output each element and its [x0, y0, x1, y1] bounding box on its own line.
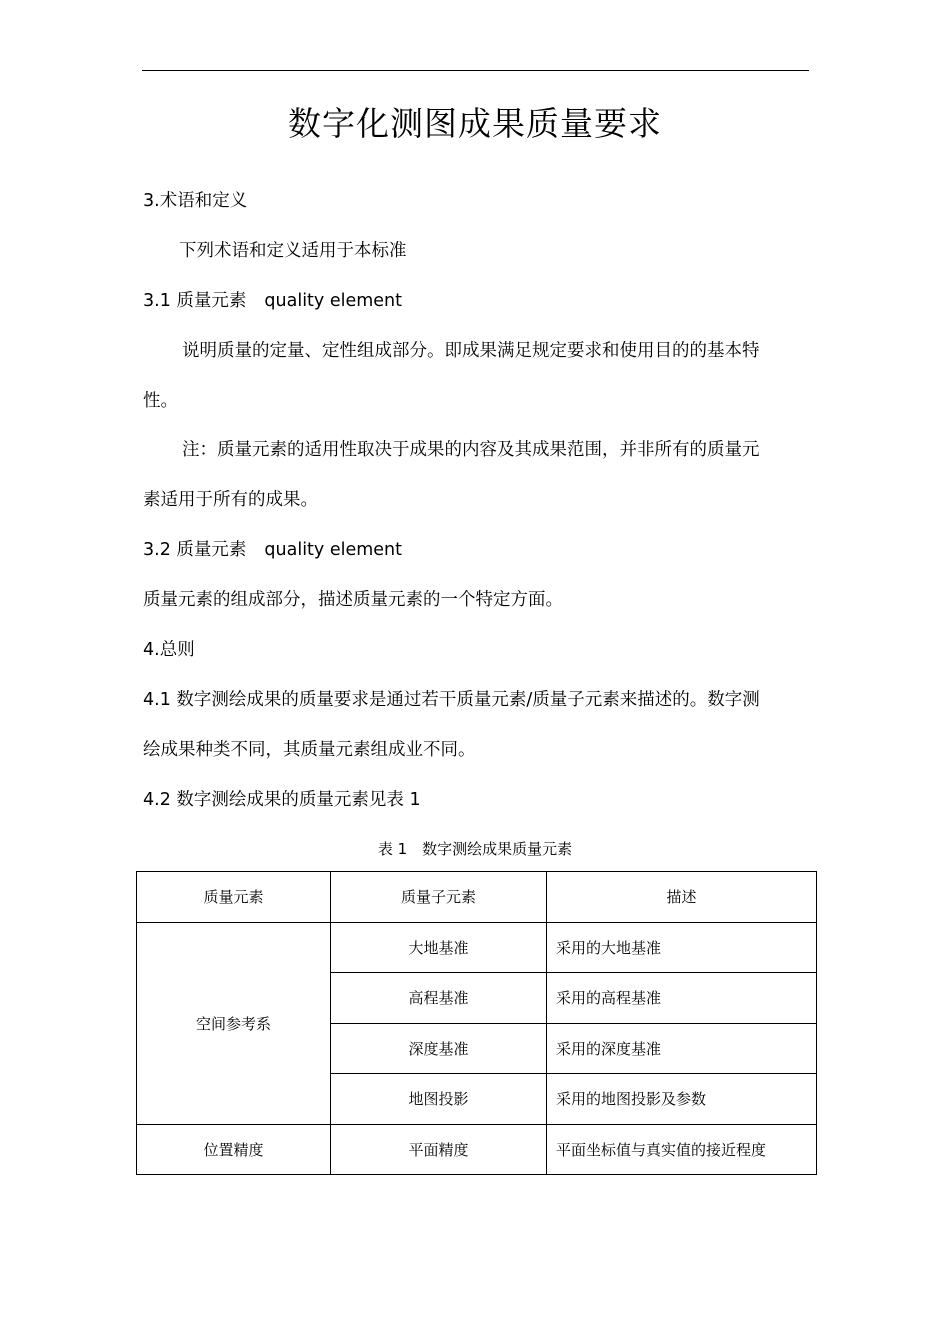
table-row: [137, 922, 817, 973]
quality-elements-table: [136, 871, 817, 1175]
group-spatial-reference: 空间参考系: [137, 922, 331, 1124]
table-row: [137, 1124, 817, 1175]
section-3-heading: 3.术语和定义: [143, 191, 248, 211]
header-rule: [142, 70, 809, 71]
section-3-1-english: quality element: [264, 291, 402, 311]
header-quality-subelement: 质量子元素: [331, 872, 547, 923]
subelement-cell: 高程基准: [331, 973, 547, 1024]
header-description: 描述: [547, 872, 817, 923]
section-4-1-line1: 4.1 数字测绘成果的质量要求是通过若干质量元素/质量子元素来描述的。数字测: [143, 690, 760, 710]
section-4-heading: 4.总则: [143, 640, 195, 660]
description-cell: 采用的地图投影及参数: [547, 1074, 817, 1125]
section-3-2-desc: 质量元素的组成部分，描述质量元素的一个特定方面。: [143, 590, 563, 610]
note-line2: 素适用于所有的成果。: [143, 490, 318, 510]
section-3-2-number: 3.2 质量元素: [143, 540, 247, 560]
section-4-1-line2: 绘成果种类不同，其质量元素组成业不同。: [143, 740, 476, 760]
header-quality-element: 质量元素: [137, 872, 331, 923]
table-caption: 表 1 数字测绘成果质量元素: [377, 840, 573, 858]
description-cell: 平面坐标值与真实值的接近程度: [547, 1124, 817, 1175]
table-header-row: [137, 872, 817, 923]
section-3-2-english: quality element: [264, 540, 402, 560]
subelement-cell: 大地基准: [331, 922, 547, 973]
description-cell: 采用的高程基准: [547, 973, 817, 1024]
subelement-cell: 深度基准: [331, 1023, 547, 1074]
note-line1: 注：质量元素的适用性取决于成果的内容及其成果范围，并非所有的质量元: [182, 440, 760, 460]
section-3-1-number: 3.1 质量元素: [143, 291, 247, 311]
description-cell: 采用的大地基准: [547, 922, 817, 973]
section-3-intro: 下列术语和定义适用于本标准: [179, 241, 407, 261]
section-3-1-desc-line2: 性。: [143, 391, 178, 411]
description-cell: 采用的深度基准: [547, 1023, 817, 1074]
section-3-2-heading: [143, 536, 402, 561]
subelement-cell: 平面精度: [331, 1124, 547, 1175]
document-title: 数字化测图成果质量要求: [288, 104, 662, 143]
section-3-1-desc-line1: 说明质量的定量、定性组成部分。即成果满足规定要求和使用目的的基本特: [182, 341, 760, 361]
section-4-2: 4.2 数字测绘成果的质量元素见表 1: [143, 790, 421, 810]
section-3-1-heading: [143, 287, 402, 312]
group-position-accuracy: 位置精度: [137, 1124, 331, 1175]
subelement-cell: 地图投影: [331, 1074, 547, 1125]
